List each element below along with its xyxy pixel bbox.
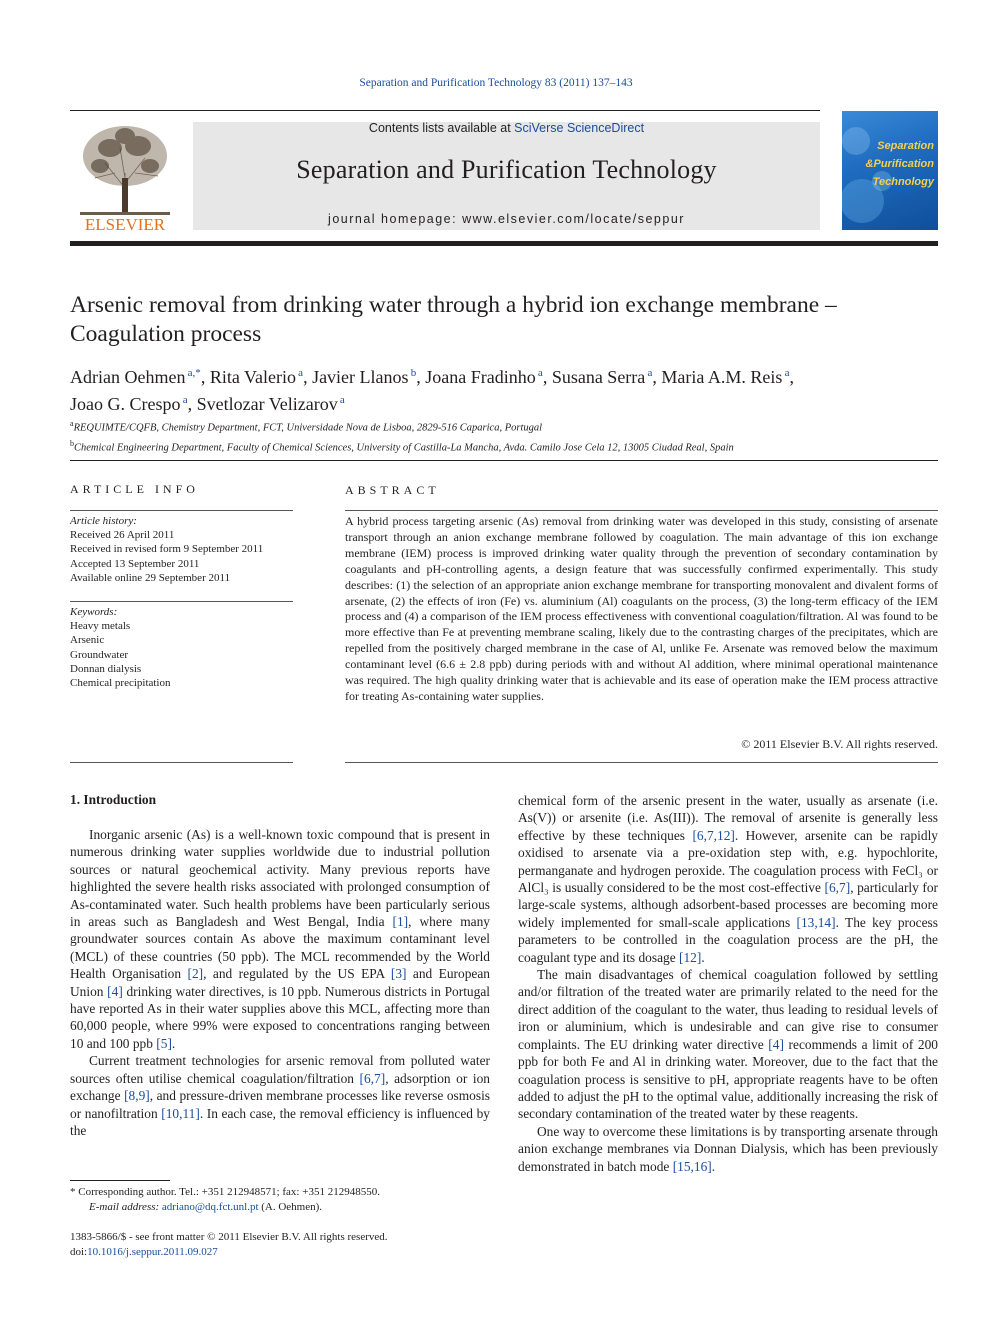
author-name: Maria A.M. Reis [661, 367, 783, 387]
body-paragraph: Inorganic arsenic (As) is a well-known toxic compound that is present in numerous drinking water supplies worldwide due to industrial pollution sources or natural geochemical activity. Many previous reports have highlighted the severe health risks associated with prolonged consumption of As-contaminated water. Such health problems have been particularly serious in areas such as Bangladesh and West Bengal, India [1], where many groundwater sources contain As above the maximum contaminant level (MCL) of these countries (50 ppb). The MCL recommended by the World Health Organisation [2], and regulated by the US EPA [3] and European Union [4] drinking water directives, is 10 ppb. Numerous districts in Portugal have reported As in their water supplies above this MCL, affecting more than 60,000 people, where 99% were exposed to concentrations ranging between 10 and 100 ppb [5]. [70, 827, 490, 1051]
author-list: Adrian Oehmen $^{a,*}$, Rita Valerio $^a$, Javier Llanos $^b$, Joana Fradinho $^a$, Susana Serra $^a$, Maria A.M. Reis $^a$, Joao G. Crespo $^a$, Svetlozar Velizarov $^a$ [70, 367, 794, 414]
citation-link[interactable]: [8,9] [124, 1088, 150, 1104]
affiliation-text: REQUIMTE/CQFB, Chemistry Department, FCT, Universidade Nova de Lisboa, 2829-516 Caparica, Portugal [73, 422, 543, 434]
journal-homepage [193, 212, 820, 226]
doi-line [70, 1245, 500, 1260]
abstract-text: A hybrid process targeting arsenic (As) removal from drinking water was developed in this study, consisting of arsenate transport through an anion exchange membrane followed by coagulation. The main advantage of this ion exchange membrane (IEM) process is improved drinking water quality through the prevention of secondary contamination by coagulants and pH-controlling agents, a design feature that was successfully confirmed experimentally. This study describes: (1) the selection of an appropriate anion exchange membrane for transporting monovalent and divalent forms of arsenate, (2) the effects of iron (Fe) vs. aluminium (Al) coagulants on the process, (3) the long-term efficacy of the IEM process and (4) a comparison of the IEM process effectiveness with conventional coagulation/filtration. Al was found to be more effective than Fe at preventing membrane scaling, likely due to the contrasting charges of the precipitates, which are repelled from the positively charged membrane in the case of Al, unlike Fe. Arsenate was removed below the maximum contaminant level (6.6 ± 2.8 ppb) during periods with and without Al addition, where minimal operational maintenance was required. The high quality drinking water that is achievable and its ease of operation make the IEM process attractive for treating As-containing water supplies. [345, 514, 938, 703]
info-rule [70, 510, 293, 511]
affiliation-text: Chemical Engineering Department, Faculty of Chemical Sciences, University of Castilla-La Mancha, Avda. Camilo Jose Cela 12, 13005 Ciudad Real, Spain [74, 442, 734, 453]
author-affiliation-mark[interactable]: a [782, 367, 790, 379]
author-name: Svetlozar Velizarov [196, 394, 338, 414]
corresponding-footnote [70, 1185, 500, 1215]
affiliation-mark: b [70, 438, 74, 448]
abstract-heading: ABSTRACT [345, 483, 440, 497]
author-name: Joana Fradinho [425, 367, 536, 387]
author-affiliation-mark[interactable]: a [337, 394, 345, 406]
author-affiliation-mark[interactable]: a [645, 367, 653, 379]
citation-link[interactable]: [6,7,12] [692, 827, 735, 843]
citation-link[interactable]: [2] [187, 966, 204, 982]
sciencedirect-link[interactable]: SciVerse ScienceDirect [514, 121, 645, 135]
keyword-item: Groundwater [70, 648, 129, 661]
cover-title [866, 137, 934, 191]
homepage-prefix: journal homepage: [328, 212, 463, 226]
citation-link[interactable]: [13,14] [796, 914, 836, 930]
author-affiliation-mark[interactable]: a [535, 367, 543, 379]
history-item: Accepted 13 September 2011 [70, 557, 200, 570]
keywords-label: Keywords: [70, 606, 118, 618]
email-suffix: (A. Oehmen). [261, 1201, 323, 1213]
doi-label: doi: [70, 1246, 88, 1258]
issn-block [70, 1230, 500, 1260]
elsevier-tree-icon [70, 118, 180, 236]
journal-cover-image[interactable] [842, 111, 938, 230]
body-paragraph: The main disadvantages of chemical coagulation followed by settling and/or filtration of the treated water are primarily related to the need for the direct addition of the coagulant to the water, thus leading to residual levels of iron or aluminium, which is undesirable and can give rise to consumer complaints. The EU drinking water directive [4] recommends a limit of 200 ppb for both Fe and Al in drinking water. Moreover, due to the fact that the coagulation process is sensitive to pH, appropriate reagents have to be often added to adjust the pH to the optimal value, additionally increasing the risk of secondary contamination of the treated water by these reagents. [518, 967, 938, 1122]
author-name: Joao G. Crespo [70, 394, 181, 414]
info-rule [70, 762, 293, 763]
article-info-heading: ARTICLE INFO [70, 482, 199, 496]
citation-link[interactable]: [15,16] [672, 1158, 712, 1174]
body-paragraph: One way to overcome these limitations is by transporting arsenate through anion exchange membranes via Donnan Dialysis, which has been previously demonstrated in batch mode [15,16]. [518, 1123, 938, 1174]
affiliation-list [70, 416, 930, 455]
abstract-rule [345, 510, 938, 511]
journal-title: Separation and Purification Technology [296, 155, 717, 184]
citation-link[interactable]: [5] [156, 1035, 172, 1051]
citation-link[interactable]: [4] [768, 1036, 784, 1052]
issn-line: 1383-5866/$ - see front matter © 2011 Elsevier B.V. All rights reserved. [70, 1231, 388, 1243]
citation-link[interactable]: [12] [679, 949, 702, 965]
email-line [70, 1200, 500, 1215]
body-column-right [518, 792, 938, 1175]
abstract-copyright: © 2011 Elsevier B.V. All rights reserved. [741, 737, 938, 751]
elsevier-logo[interactable] [70, 118, 180, 236]
history-item: Available online 29 September 2011 [70, 571, 231, 584]
cover-line: &Purification [865, 158, 934, 170]
info-rule [70, 601, 293, 602]
abstract-rule [345, 762, 938, 763]
history-item: Received 26 April 2011 [70, 529, 175, 542]
affiliation-item [70, 436, 930, 456]
contents-line [193, 121, 820, 135]
history-label: Article history: [70, 515, 137, 527]
author-affiliation-mark[interactable]: b [408, 367, 417, 379]
header-rule [70, 110, 820, 111]
article-history [70, 514, 295, 585]
affiliation-mark: a [70, 419, 74, 428]
body-paragraph: chemical form of the arsenic present in the water, usually as arsenate (i.e. As(V)) or arsenite (i.e. As(III)). The removal of arsenite is generally less effective by these techniques [6,7,12]. However, arsenite can be rapidly oxidised to arsenate via a pre-oxidation step with, e.g. hypochlorite, permanganate and hydrogen peroxide. The coagulation process with FeCl₃ or AlCl₃ is usually considered to be the most cost-effective [6,7], particularly for large-scale systems, although adsorbent-based processes are becoming more widely implemented for small-scale applications [13,14]. The key process parameters to be controlled in the coagulation process are the pH, the coagulant type and its dosage [12]. [518, 793, 939, 965]
article-title: Arsenic removal from drinking water through a hybrid ion exchange membrane – Coagulation process [70, 292, 837, 347]
section-heading: 1. Introduction [70, 792, 157, 807]
author-name: Javier Llanos [312, 367, 409, 387]
cover-line: Separation [877, 140, 934, 152]
keyword-item: Chemical precipitation [70, 677, 171, 690]
citation-link[interactable]: [4] [107, 983, 123, 999]
contents-prefix: Contents lists available at [368, 121, 515, 135]
body-paragraph: Current treatment technologies for arsenic removal from polluted water sources often utilise chemical coagulation/filtration [6,7], adsorption or ion exchange [8,9], and pressure-driven membrane processes like reverse osmosis or nanofiltration [10,11]. In each case, the removal efficiency is influenced by the [70, 1053, 491, 1138]
citation-link[interactable]: [6,7] [359, 1070, 386, 1086]
author-name: Susana Serra [551, 367, 646, 387]
email-link[interactable]: adriano@dq.fct.unl.pt [161, 1201, 259, 1213]
citation-link[interactable]: [3] [390, 966, 407, 982]
journal-citation[interactable]: Separation and Purification Technology 83 (2011) 137–143 [359, 77, 633, 89]
keyword-item: Heavy metals [70, 620, 131, 633]
email-label: E-mail address: [89, 1201, 160, 1213]
keyword-item: Arsenic [70, 634, 105, 647]
author-name: Rita Valerio [209, 367, 296, 387]
body-column-left [70, 826, 490, 1139]
author-affiliation-mark[interactable]: a [295, 367, 304, 379]
citation-link[interactable]: [6,7] [824, 880, 851, 896]
author-affiliation-mark[interactable]: a,* [185, 367, 201, 379]
keyword-item: Donnan dialysis [70, 662, 142, 675]
history-item: Received in revised form 9 September 2011 [70, 543, 264, 556]
header-thick-rule [70, 241, 938, 246]
homepage-link[interactable]: www.elsevier.com/locate/seppur [462, 212, 685, 226]
elsevier-wordmark: ELSEVIER [84, 215, 166, 234]
affiliation-item [70, 416, 930, 436]
author-name: Adrian Oehmen [70, 367, 186, 387]
footnote-rule [70, 1180, 170, 1181]
citation-link[interactable]: [10,11] [161, 1105, 200, 1121]
corresponding-author: * Corresponding author. Tel.: +351 212948571; fax: +351 212948550. [70, 1186, 380, 1198]
author-affiliation-mark[interactable]: a [180, 394, 188, 406]
doi-link[interactable]: 10.1016/j.seppur.2011.09.027 [87, 1246, 218, 1258]
citation-link[interactable]: [1] [392, 914, 409, 930]
title-rule [70, 460, 938, 461]
keywords [70, 605, 295, 690]
cover-line: Technology [872, 176, 934, 188]
